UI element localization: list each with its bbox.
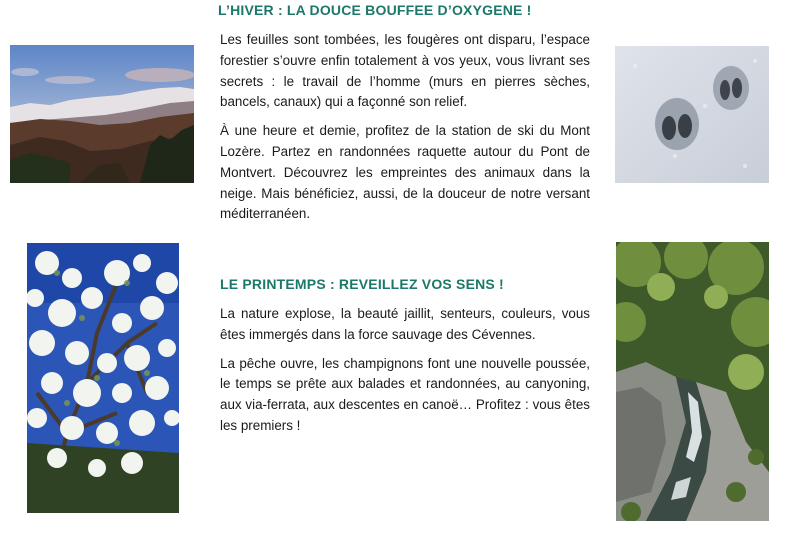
spring-paragraph-1: La nature explose, la beauté jaillit, senteurs, couleurs, vous êtes immergés dans la force sauvage des Cévennes. [220, 306, 590, 342]
spring-paragraph-2: La pêche ouvre, les champignons font une nouvelle poussée, le temps se prête aux balades et randonnées, au canyoning, aux via-ferrata, aux descentes en canoë… Profitez : vous êtes les premiers ! [220, 355, 590, 433]
winter-paragraph-2: À une heure et demie, profitez de la station de ski du Mont Lozère. Partez en randonnées raquette autour du Pont de Montvert. Découvrez les empreintes des animaux dans la neige. Mais bénéficiez, aussi, de la douceur de notre versant méditerranéen. [220, 123, 590, 222]
spring-section [220, 276, 590, 445]
winter-section [220, 2, 590, 233]
winter-heading: L’HIVER : LA DOUCE BOUFFEE D’OXYGENE ! [218, 2, 532, 18]
winter-paragraph-1: Les feuilles sont tombées, les fougères ont disparu, l’espace forestier s’ouvre enfin totalement à vos yeux, vous livrant ses secrets : le travail de l’homme (murs en pierres sèches, bancels, canaux) qui a façonné son relief. [220, 32, 590, 110]
spring-blossom-photo [27, 243, 179, 513]
snow-tracks-photo [615, 46, 769, 183]
canyon-river-photo [616, 242, 769, 521]
spring-heading: LE PRINTEMPS : REVEILLEZ VOS SENS ! [220, 276, 504, 292]
winter-mountains-photo [10, 45, 194, 183]
